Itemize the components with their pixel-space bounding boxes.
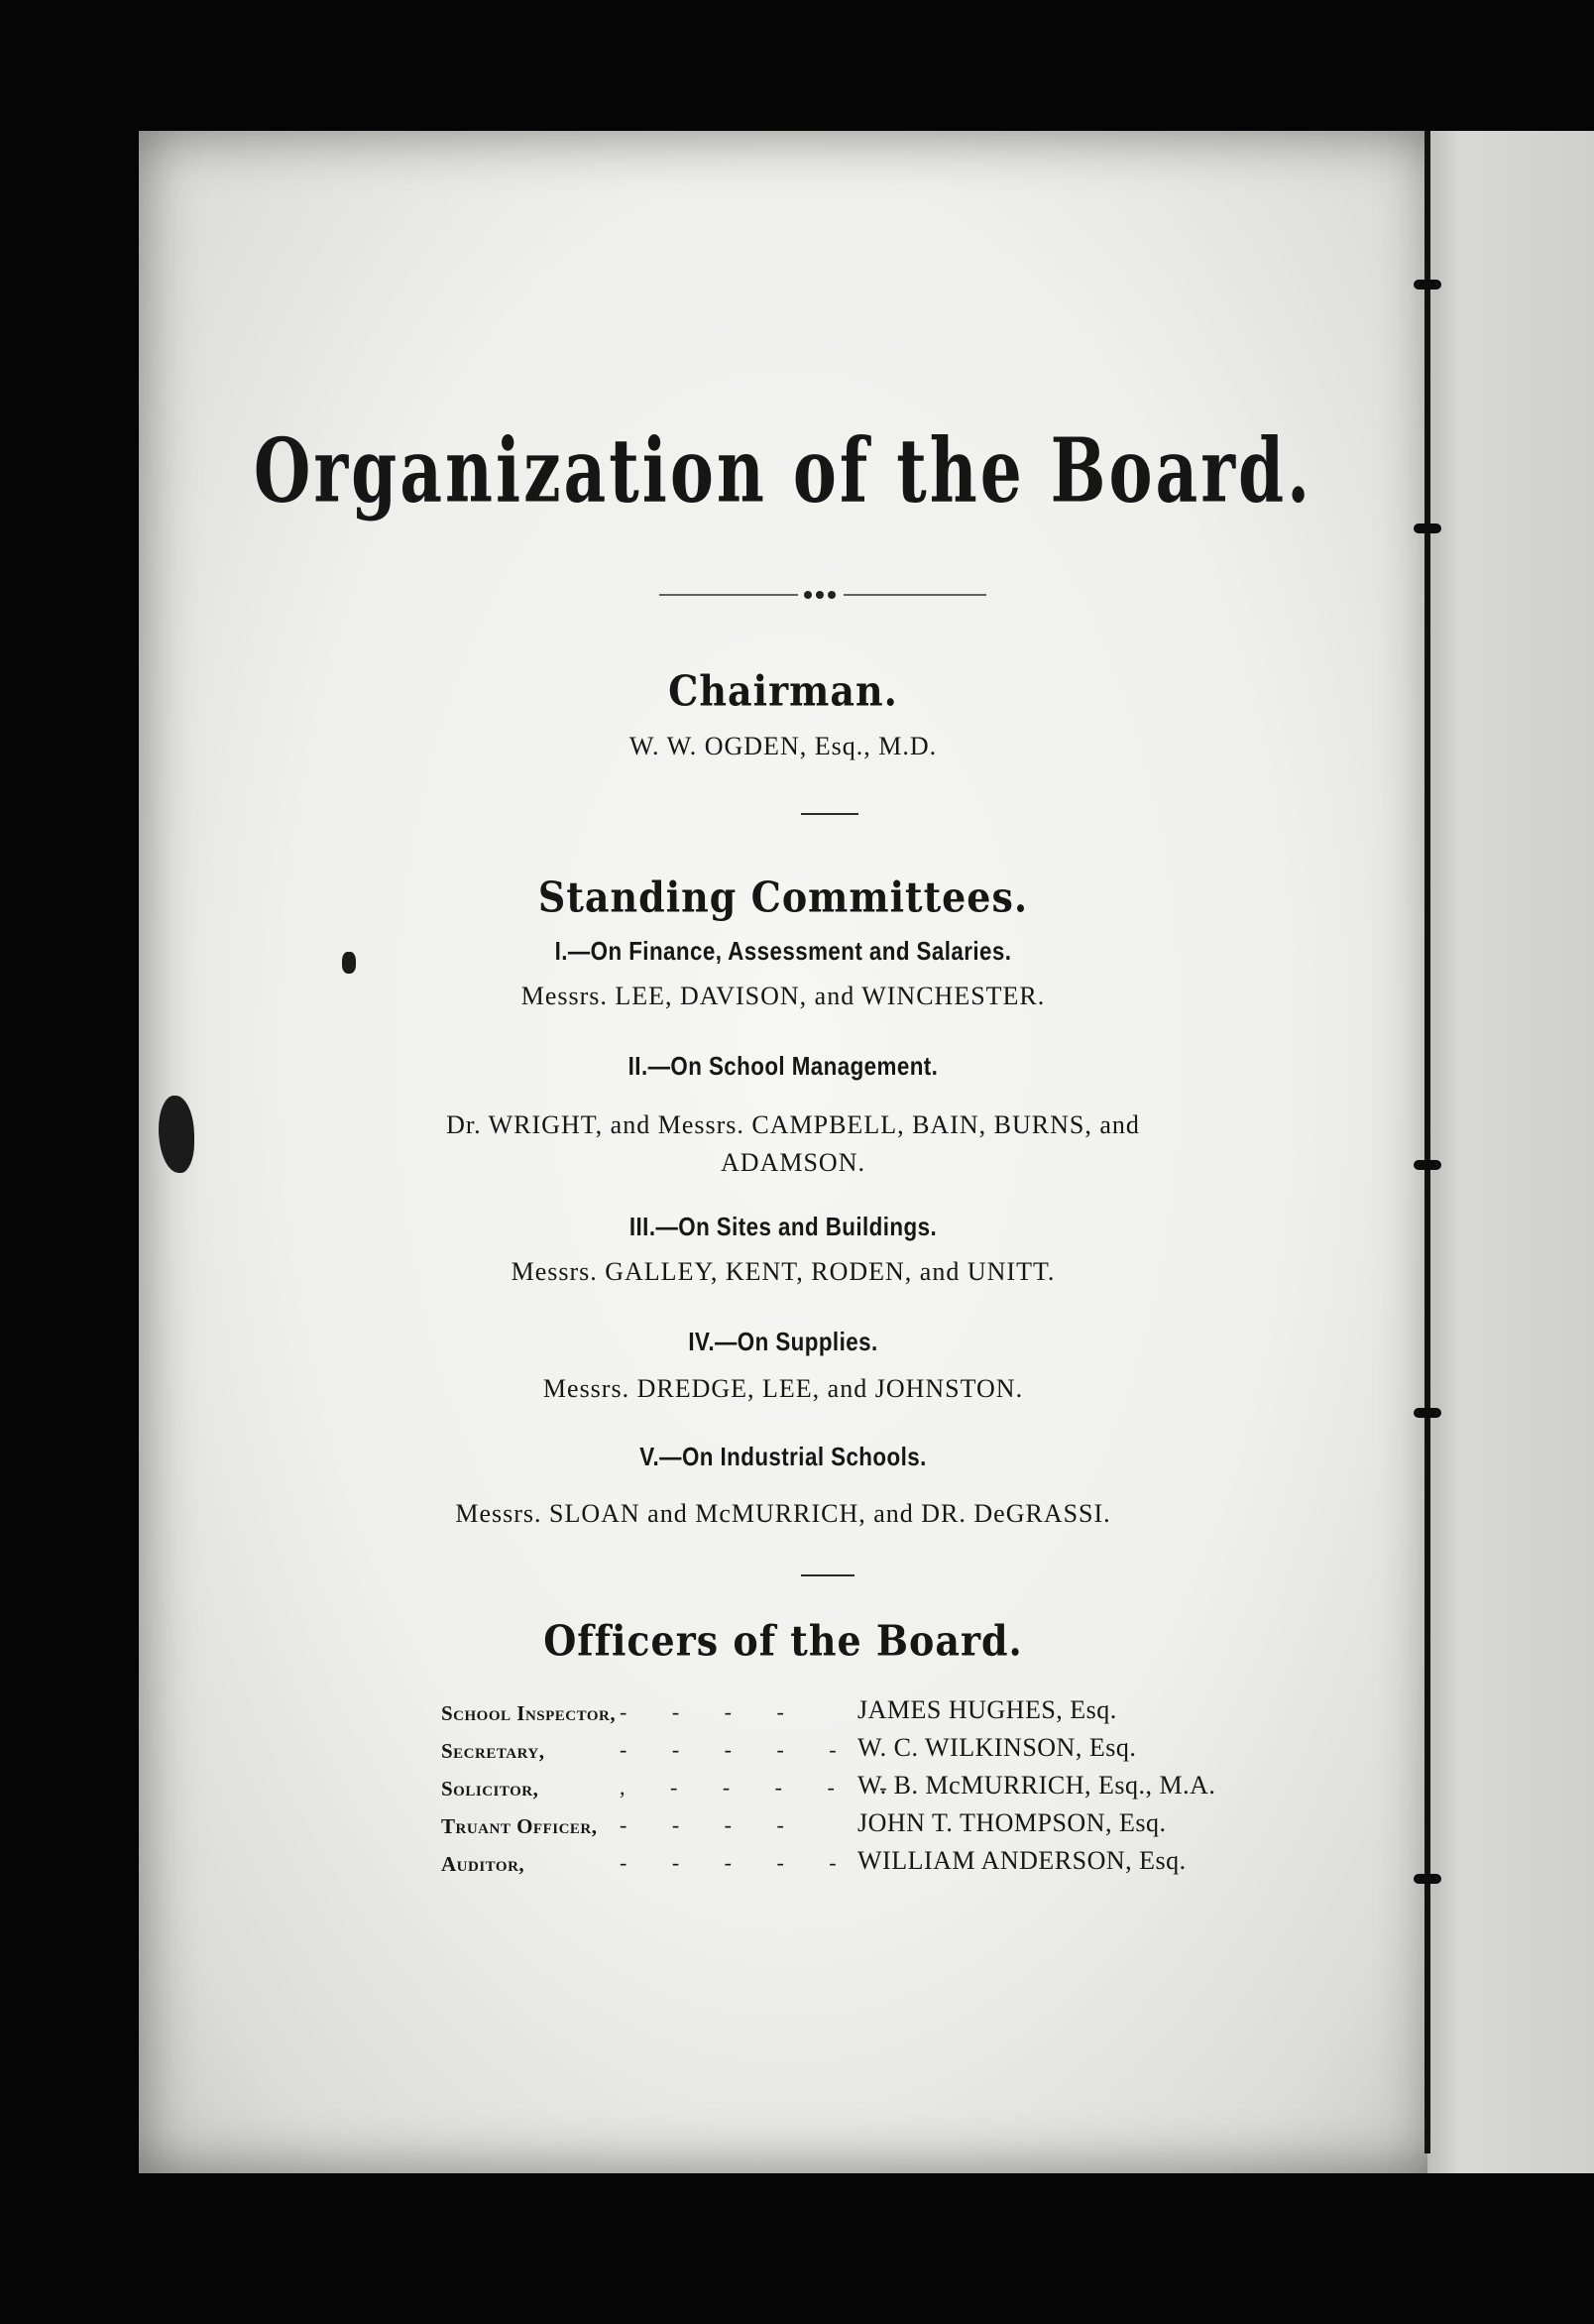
page-title: Organization of the Board. (253, 418, 1313, 523)
committee-title: II.—On School Management. (627, 1051, 939, 1081)
committee-title: V.—On Industrial Schools. (639, 1442, 927, 1471)
leader-dots: , - - - - - (620, 1775, 907, 1800)
section-divider (801, 813, 858, 815)
officer-name: JOHN T. THOMPSON, Esq. (857, 1808, 1167, 1837)
committee-members: Messrs. GALLEY, KENT, RODEN, and UNITT. (511, 1257, 1056, 1286)
officer-title: School Inspector, (441, 1701, 617, 1725)
officer-name: WILLIAM ANDERSON, Esq. (857, 1846, 1187, 1875)
leader-dots: - - - - (620, 1812, 804, 1837)
officer-row (441, 1846, 1393, 1884)
officer-title: Truant Officer, (441, 1814, 598, 1838)
committee-members: Messrs. SLOAN and McMURRICH, and DR. DeGRASSI. (455, 1499, 1111, 1528)
committee-members: Dr. WRIGHT, and Messrs. CAMPBELL, BAIN, BURNS, and ADAMSON. (446, 1110, 1140, 1177)
officers-table (441, 1695, 1393, 1884)
leader-dots: - - - - - (620, 1850, 856, 1875)
committee-title: III.—On Sites and Buildings. (628, 1212, 938, 1241)
chairman-heading: Chairman. (668, 666, 898, 716)
committee-title: IV.—On Supplies. (688, 1327, 878, 1356)
page-content (139, 131, 1427, 2173)
title-ornament (659, 589, 986, 601)
officer-row (441, 1733, 1393, 1771)
officer-title: Solicitor, (441, 1777, 539, 1801)
section-divider (801, 1574, 854, 1576)
committee-members: Messrs. DREDGE, LEE, and JOHNSTON. (542, 1374, 1024, 1403)
facing-page-edge (1427, 131, 1594, 2173)
committee-title: I.—On Finance, Assessment and Salaries. (554, 936, 1012, 966)
officer-name: W. C. WILKINSON, Esq. (857, 1733, 1137, 1762)
chairman-name: W. W. OGDEN, Esq., M.D. (628, 732, 938, 760)
officer-title: Secretary, (441, 1739, 545, 1763)
officers-heading: Officers of the Board. (543, 1616, 1023, 1666)
leader-dots: - - - - - (620, 1737, 856, 1762)
officer-name: W. B. McMURRICH, Esq., M.A. (857, 1771, 1216, 1800)
officer-row (441, 1695, 1393, 1733)
officer-row (441, 1771, 1393, 1808)
committees-heading: Standing Committees. (537, 872, 1029, 922)
officer-title: Auditor, (441, 1852, 525, 1876)
leader-dots: - - - - (620, 1699, 804, 1724)
officer-row (441, 1808, 1393, 1846)
officer-name: JAMES HUGHES, Esq. (857, 1695, 1117, 1724)
committee-members: Messrs. LEE, DAVISON, and WINCHESTER. (520, 982, 1046, 1010)
